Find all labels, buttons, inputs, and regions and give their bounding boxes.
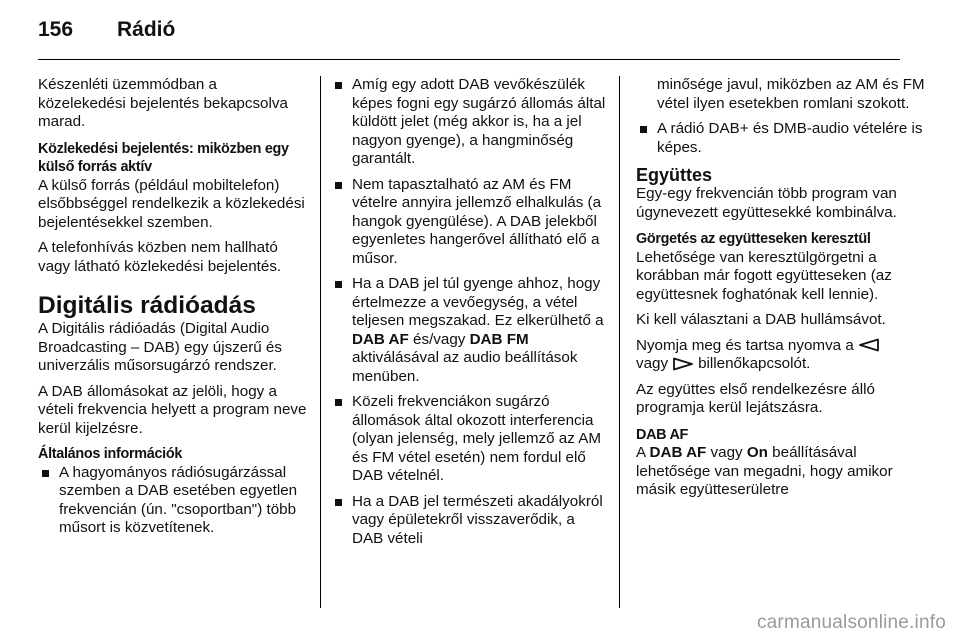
- paragraph: Nyomja meg és tartsa nyomva a vagy billenőkapcsolót.: [636, 337, 926, 374]
- paragraph: A DAB állomásokat az jelöli, hogy a vételi frekvencia helyett a program neve kerül kijelzésre.: [38, 382, 307, 437]
- bullet-icon: [335, 182, 342, 189]
- bullet-list: [38, 464, 308, 538]
- bullet-list: [331, 76, 607, 548]
- column-3: [636, 76, 926, 507]
- column-divider-2: [619, 76, 620, 608]
- header-rule: [38, 59, 900, 60]
- section-heading-digital-radio: Digitális rádióadás: [38, 292, 256, 319]
- list-item: A hagyományos rádiósugárzással szemben a DAB esetében egyetlen frekvencián (ún. "csoportban") több műsort is közvetítenek.: [38, 464, 308, 538]
- watermark: carmanualsonline.info: [756, 612, 946, 633]
- right-rocker-icon: [672, 357, 694, 371]
- subheading-traffic-external: Közlekedési bejelentés: miközben egy külső forrás aktív: [38, 140, 289, 175]
- list-item: Amíg egy adott DAB vevőkészülék képes fogni egy sugárzó állomás által küldött jelet (még akkor is, ha a jel nagyon gyenge), a hangminőség garantált.: [331, 76, 607, 169]
- section-heading-ensemble: Együttes: [636, 165, 713, 185]
- list-item: Közeli frekvenciákon sugárzó állomások által okozott interferencia (olyan jelenség, mely jellemző az AM és FM vétel esetén) nem fordul elő DAB vételnél.: [331, 393, 607, 486]
- bullet-icon: [42, 470, 49, 477]
- list-item: Ha a DAB jel természeti akadályokról vagy épületekről visszaverődik, a DAB vételi: [331, 493, 607, 549]
- paragraph: Egy-egy frekvencián több program van úgynevezett együttesekké kombinálva.: [636, 185, 897, 221]
- page-number: 156: [38, 18, 74, 41]
- column-1: [38, 76, 308, 545]
- bullet-icon: [335, 82, 342, 89]
- list-item: Ha a DAB jel túl gyenge ahhoz, hogy értelmezze a vevőegység, a vétel teljesen megszakad. Ez elkerülhető a DAB AF és/vagy DAB FM aktiválásával az audio beállítások menüben.: [331, 275, 607, 386]
- subheading-dab-af: DAB AF: [636, 426, 689, 443]
- bullet-icon: [335, 399, 342, 406]
- column-2: [331, 76, 607, 555]
- continued-text: minősége javul, miközben az AM és FM vétel ilyen esetekben romlani szokott.: [657, 76, 925, 112]
- bullet-icon: [640, 126, 647, 133]
- paragraph: A külső forrás (például mobiltelefon) elsőbbséggel rendelkezik a közlekedési bejelentésekkel szemben.: [38, 176, 305, 231]
- bullet-icon: [335, 281, 342, 288]
- dab-fm-label: DAB FM: [469, 330, 529, 348]
- paragraph: Az együttes első rendelkezésre álló programja kerül lejátszásra.: [636, 380, 875, 416]
- subheading-scrolling-ensembles: Görgetés az együtteseken keresztül: [636, 231, 871, 247]
- paragraph: Készenléti üzemmódban a közelekedési bejelentés bekapcsolva marad.: [38, 76, 288, 130]
- subheading-general-info: Általános információk: [38, 446, 183, 462]
- list-item: A rádió DAB+ és DMB-audio vételére is képes.: [636, 120, 926, 157]
- bullet-list: [636, 120, 926, 157]
- paragraph: A telefonhívás közben nem hallható vagy látható közlekedési bejelentés.: [38, 239, 282, 275]
- list-item: Nem tapasztalható az AM és FM vételre annyira jellemző elhalkulás (a hangok gyengülése). A DAB jelekből egyenletes hangerővel állítható elő a műsor.: [331, 176, 607, 269]
- column-divider-1: [320, 76, 321, 608]
- paragraph: A DAB AF vagy On beállításával lehetősége van megadni, hogy amikor másik együtteserületre: [636, 444, 893, 498]
- paragraph: A Digitális rádióadás (Digital Audio Broadcasting – DAB) egy újszerű és univerzális műsorsugárzó rendszer.: [38, 320, 282, 374]
- paragraph: Ki kell választani a DAB hullámsávot.: [636, 311, 886, 328]
- dab-af-label: DAB AF: [352, 330, 409, 348]
- page-title: Rádió: [117, 18, 176, 41]
- left-rocker-icon: [858, 338, 880, 352]
- bullet-icon: [335, 499, 342, 506]
- paragraph: Lehetősége van keresztülgörgetni a korábban már fogott együtteseken (az együttesnek foghatónak kell lennie).: [636, 248, 892, 303]
- page-header: [38, 18, 918, 48]
